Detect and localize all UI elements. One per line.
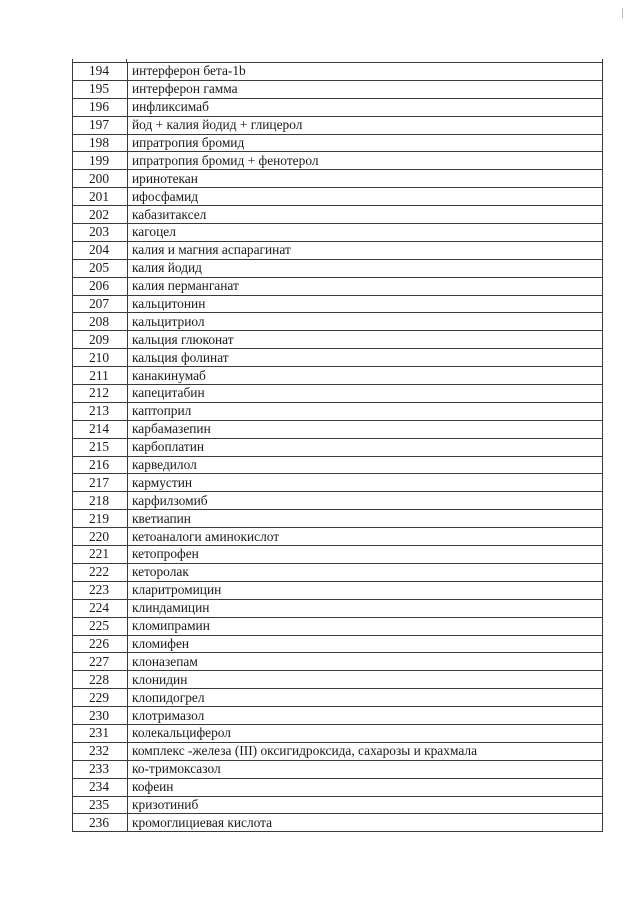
table-row	[73, 241, 603, 259]
drug-name: комплекс -железа (III) оксигидроксида, сахарозы и крахмала	[128, 742, 603, 760]
row-number: 221	[73, 546, 128, 564]
row-number: 205	[73, 259, 128, 277]
table-row	[73, 402, 603, 420]
drug-name: клоназепам	[128, 653, 603, 671]
table-row	[73, 331, 603, 349]
row-number: 215	[73, 438, 128, 456]
table-row	[73, 80, 603, 98]
row-number: 233	[73, 760, 128, 778]
drug-name: кромоглициевая кислота	[128, 814, 603, 832]
drug-name: кабазитаксел	[128, 206, 603, 224]
row-number: 229	[73, 689, 128, 707]
table-row	[73, 152, 603, 170]
table-row	[73, 134, 603, 152]
row-number: 194	[73, 63, 128, 81]
drug-name: капецитабин	[128, 385, 603, 403]
drug-name: клотримазол	[128, 707, 603, 725]
row-number: 223	[73, 581, 128, 599]
drug-name: кагоцел	[128, 224, 603, 242]
drug-name: кальцитриол	[128, 313, 603, 331]
row-number: 225	[73, 617, 128, 635]
drug-name: кальцитонин	[128, 295, 603, 313]
table-row	[73, 313, 603, 331]
table-row	[73, 474, 603, 492]
table-row	[73, 170, 603, 188]
row-number: 227	[73, 653, 128, 671]
table-row	[73, 295, 603, 313]
table-row	[73, 814, 603, 832]
table-row	[73, 581, 603, 599]
table-row	[73, 438, 603, 456]
drug-list-body	[73, 63, 603, 832]
table-row	[73, 98, 603, 116]
drug-name: калия перманганат	[128, 277, 603, 295]
row-number: 201	[73, 188, 128, 206]
table-row	[73, 259, 603, 277]
table-row	[73, 617, 603, 635]
row-number: 210	[73, 349, 128, 367]
drug-name: карбамазепин	[128, 420, 603, 438]
row-number: 208	[73, 313, 128, 331]
table-row	[73, 546, 603, 564]
row-number: 206	[73, 277, 128, 295]
table-row	[73, 528, 603, 546]
table-row	[73, 456, 603, 474]
table-row	[73, 671, 603, 689]
drug-name: кальция фолинат	[128, 349, 603, 367]
row-number: 217	[73, 474, 128, 492]
drug-name: клиндамицин	[128, 599, 603, 617]
row-number: 228	[73, 671, 128, 689]
drug-name: колекальциферол	[128, 724, 603, 742]
drug-name: кетоаналоги аминокислот	[128, 528, 603, 546]
table-row	[73, 563, 603, 581]
row-number: 200	[73, 170, 128, 188]
scan-mark	[622, 8, 626, 18]
drug-name: карведилол	[128, 456, 603, 474]
drug-name: ипратропия бромид + фенотерол	[128, 152, 603, 170]
row-number: 234	[73, 778, 128, 796]
row-number: 230	[73, 707, 128, 725]
row-number: 216	[73, 456, 128, 474]
drug-name: ипратропия бромид	[128, 134, 603, 152]
drug-name: интерферон бета-1b	[128, 63, 603, 81]
table-row	[73, 367, 603, 385]
row-number: 203	[73, 224, 128, 242]
drug-name: калия йодид	[128, 259, 603, 277]
drug-name: инфликсимаб	[128, 98, 603, 116]
table-row	[73, 653, 603, 671]
drug-name: кеторолак	[128, 563, 603, 581]
drug-name: кветиапин	[128, 510, 603, 528]
row-number: 232	[73, 742, 128, 760]
table-row	[73, 492, 603, 510]
table-row	[73, 742, 603, 760]
drug-name: интерферон гамма	[128, 80, 603, 98]
table-row	[73, 349, 603, 367]
table-row	[73, 796, 603, 814]
row-number: 195	[73, 80, 128, 98]
drug-name: кризотиниб	[128, 796, 603, 814]
drug-name: кармустин	[128, 474, 603, 492]
table-row	[73, 599, 603, 617]
row-number: 202	[73, 206, 128, 224]
drug-name: ко-тримоксазол	[128, 760, 603, 778]
drug-name: кетопрофен	[128, 546, 603, 564]
row-number: 197	[73, 116, 128, 134]
table-row	[73, 707, 603, 725]
drug-name: кларитромицин	[128, 581, 603, 599]
row-number: 222	[73, 563, 128, 581]
row-number: 204	[73, 241, 128, 259]
table-row	[73, 510, 603, 528]
row-number: 212	[73, 385, 128, 403]
drug-name: кломипрамин	[128, 617, 603, 635]
drug-name: каптоприл	[128, 402, 603, 420]
table-row	[73, 277, 603, 295]
table-row	[73, 760, 603, 778]
drug-name: кломифен	[128, 635, 603, 653]
drug-name: клонидин	[128, 671, 603, 689]
drug-name: йод + калия йодид + глицерол	[128, 116, 603, 134]
row-number: 224	[73, 599, 128, 617]
drug-name: клопидогрел	[128, 689, 603, 707]
row-number: 231	[73, 724, 128, 742]
table-row	[73, 224, 603, 242]
drug-name: калия и магния аспарагинат	[128, 241, 603, 259]
row-number: 211	[73, 367, 128, 385]
row-number: 235	[73, 796, 128, 814]
row-number: 207	[73, 295, 128, 313]
table-row	[73, 689, 603, 707]
row-number: 213	[73, 402, 128, 420]
table-row	[73, 778, 603, 796]
table-row	[73, 188, 603, 206]
table-row	[73, 63, 603, 81]
row-number: 198	[73, 134, 128, 152]
drug-name: иринотекан	[128, 170, 603, 188]
row-number: 236	[73, 814, 128, 832]
row-number: 196	[73, 98, 128, 116]
row-number: 209	[73, 331, 128, 349]
row-number: 219	[73, 510, 128, 528]
drug-name: карфилзомиб	[128, 492, 603, 510]
row-number: 220	[73, 528, 128, 546]
table-row	[73, 116, 603, 134]
row-number: 199	[73, 152, 128, 170]
row-number: 218	[73, 492, 128, 510]
drug-name: кофеин	[128, 778, 603, 796]
drug-name: ифосфамид	[128, 188, 603, 206]
table-row	[73, 635, 603, 653]
drug-name: карбоплатин	[128, 438, 603, 456]
table-row	[73, 420, 603, 438]
table-row	[73, 724, 603, 742]
row-number: 226	[73, 635, 128, 653]
drug-name: кальция глюконат	[128, 331, 603, 349]
row-number: 214	[73, 420, 128, 438]
drug-list-table	[72, 62, 603, 832]
drug-name: канакинумаб	[128, 367, 603, 385]
table-row	[73, 206, 603, 224]
table-row	[73, 385, 603, 403]
